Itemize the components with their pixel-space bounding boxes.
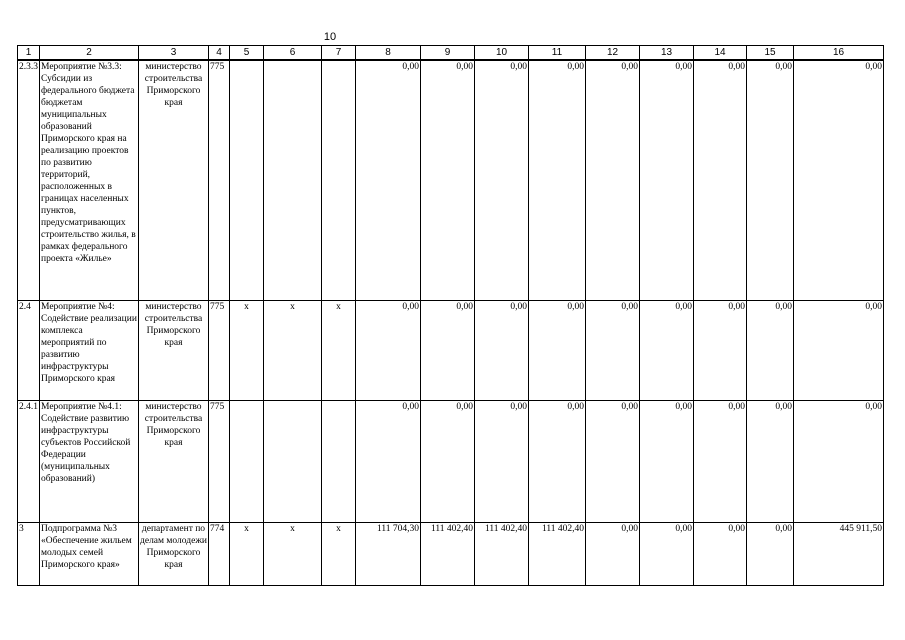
event-name: Мероприятие №4: Содействие реализации комплекса мероприятий по развитию инфраструктуры Приморского края [40,300,139,400]
value-10: 111 402,40 [475,522,529,585]
cell-6: x [264,522,322,585]
value-8: 0,00 [356,60,421,300]
value-15: 0,00 [747,300,794,400]
col-header-2: 2 [40,46,139,61]
code: 775 [209,400,230,522]
value-13: 0,00 [640,300,694,400]
value-11: 0,00 [529,400,586,522]
value-11: 0,00 [529,60,586,300]
responsible: департамент по делам молодежи Приморского края [139,522,209,585]
value-9: 0,00 [421,300,475,400]
table-row [18,300,884,400]
value-9: 0,00 [421,400,475,522]
col-header-4: 4 [209,46,230,61]
responsible: министерство строительства Приморского края [139,60,209,300]
row-number: 2.4 [18,300,40,400]
value-11: 111 402,40 [529,522,586,585]
col-header-7: 7 [322,46,356,61]
col-header-16: 16 [794,46,884,61]
value-14: 0,00 [694,60,747,300]
value-15: 0,00 [747,400,794,522]
value-16: 0,00 [794,400,884,522]
value-8: 0,00 [356,300,421,400]
col-header-5: 5 [230,46,264,61]
value-15: 0,00 [747,522,794,585]
value-12: 0,00 [586,300,640,400]
header-row [18,46,884,61]
value-14: 0,00 [694,300,747,400]
code: 774 [209,522,230,585]
value-8: 0,00 [356,400,421,522]
cell-7 [322,60,356,300]
col-header-11: 11 [529,46,586,61]
col-header-14: 14 [694,46,747,61]
cell-5 [230,60,264,300]
value-16: 0,00 [794,300,884,400]
value-14: 0,00 [694,400,747,522]
value-13: 0,00 [640,400,694,522]
value-14: 0,00 [694,522,747,585]
row-number: 2.3.3 [18,60,40,300]
event-name: Мероприятие №3.3: Субсидии из федерального бюджета бюджетам муниципальных образований Приморского края на реализацию проектов по развитию территорий, расположенных в границах населенных пунктов, предусматривающих строительство жилья, в рамках федерального проекта «Жилье» [40,60,139,300]
value-9: 0,00 [421,60,475,300]
code: 775 [209,60,230,300]
cell-6: x [264,300,322,400]
responsible: министерство строительства Приморского края [139,400,209,522]
value-16: 0,00 [794,60,884,300]
value-8: 111 704,30 [356,522,421,585]
value-9: 111 402,40 [421,522,475,585]
value-15: 0,00 [747,60,794,300]
budget-table [17,45,884,586]
cell-7: x [322,522,356,585]
row-number: 2.4.1 [18,400,40,522]
table-row [18,60,884,300]
cell-7 [322,400,356,522]
cell-5: x [230,522,264,585]
cell-5: x [230,300,264,400]
cell-7: x [322,300,356,400]
value-11: 0,00 [529,300,586,400]
value-10: 0,00 [475,400,529,522]
value-16: 445 911,50 [794,522,884,585]
value-10: 0,00 [475,300,529,400]
value-12: 0,00 [586,522,640,585]
table-row [18,522,884,585]
col-header-15: 15 [747,46,794,61]
value-13: 0,00 [640,522,694,585]
col-header-8: 8 [356,46,421,61]
value-12: 0,00 [586,400,640,522]
value-10: 0,00 [475,60,529,300]
col-header-3: 3 [139,46,209,61]
col-header-9: 9 [421,46,475,61]
event-name: Мероприятие №4.1: Содействие развитию инфраструктуры субъектов Российской Федерации (муниципальных образований) [40,400,139,522]
value-13: 0,00 [640,60,694,300]
code: 775 [209,300,230,400]
col-header-12: 12 [586,46,640,61]
row-number: 3 [18,522,40,585]
event-name: Подпрограмма №3 «Обеспечение жильем молодых семей Приморского края» [40,522,139,585]
table-row [18,400,884,522]
cell-6 [264,400,322,522]
page-number: 10 [323,31,337,43]
col-header-6: 6 [264,46,322,61]
cell-6 [264,60,322,300]
col-header-10: 10 [475,46,529,61]
col-header-13: 13 [640,46,694,61]
responsible: министерство строительства Приморского края [139,300,209,400]
col-header-1: 1 [18,46,40,61]
cell-5 [230,400,264,522]
value-12: 0,00 [586,60,640,300]
